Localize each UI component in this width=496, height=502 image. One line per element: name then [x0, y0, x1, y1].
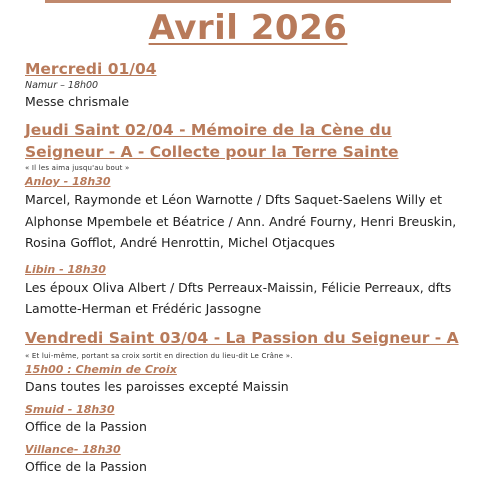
day-block-wednesday — [25, 58, 480, 111]
day-block-friday — [25, 327, 480, 476]
month-title: Avril 2026 — [148, 8, 348, 48]
scripture-quote: « Et lui-même, portant sa croix sortit en direction du lieu-dit Le Crâne ». — [25, 352, 293, 360]
place-villance: Villance- 18h30 — [25, 443, 121, 456]
villance-text: Office de la Passion — [25, 459, 147, 474]
smuid-text: Office de la Passion — [25, 419, 147, 434]
place-time: Namur – 18h00 — [25, 80, 99, 91]
day-title-line2: Seigneur - A - Collecte pour la Terre Sainte — [25, 143, 399, 161]
scripture-quote: « Il les aima jusqu'au bout » — [25, 164, 130, 172]
place-anloy: Anloy - 18h30 — [25, 175, 111, 188]
place-libin: Libin - 18h30 — [25, 262, 106, 276]
top-divider — [45, 0, 451, 3]
intentions-libin: Les époux Oliva Albert / Dfts Perreaux-Maissin, Félicie Perreaux, dfts Lamotte-Herman et Frédéric Jassogne — [25, 279, 452, 316]
day-title-line1: Jeudi Saint 02/04 - Mémoire de la Cène du — [25, 121, 392, 139]
chemin-text: Dans toutes les paroisses excepté Maissin — [25, 379, 289, 394]
day-block-thursday — [25, 119, 480, 320]
place-smuid: Smuid - 18h30 — [25, 403, 115, 416]
celebration-text: Messe chrismale — [25, 94, 130, 109]
day-title: Vendredi Saint 03/04 - La Passion du Seigneur - A — [25, 329, 459, 347]
day-title: Mercredi 01/04 — [25, 60, 157, 78]
place-chemin-de-croix: 15h00 : Chemin de Croix — [25, 363, 177, 376]
intentions-anloy: Marcel, Raymonde et Léon Warnotte / Dfts Saquet-Saelens Willy et Alphonse Mpembele et Béatrice / Ann. André Fourny, Henri Breuskin, Rosina Gofflot, André Henrottin, Michel Otjacques — [25, 192, 457, 250]
